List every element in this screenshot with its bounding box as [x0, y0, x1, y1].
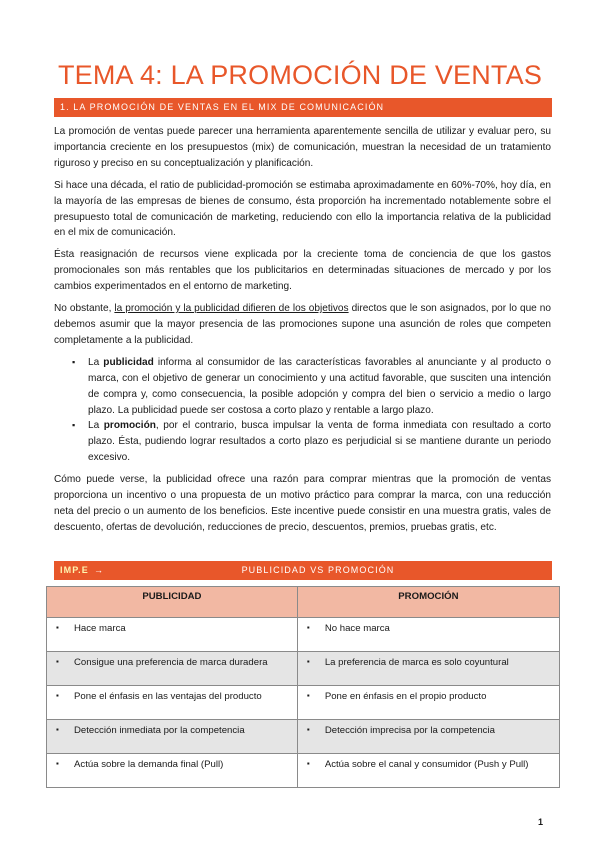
bullet-text: , por el contrario, busca impulsar la venta de forma inmediata con resultado a corto plazo. Ésta, pudiendo lograr resultados a corto plazo es perjudicial si se mantiene durante un periodo excesivo. — [88, 420, 551, 464]
square-bullet-icon: ▪ — [56, 623, 59, 632]
arrow-right-icon: → — [94, 565, 105, 575]
table-cell — [47, 754, 298, 788]
paragraph-1: La promoción de ventas puede parecer una herramienta aparentemente sencilla de utilizar y evaluar pero, su importancia creciente en los presupuestos (mix) de comunicación, muestran la necesidad de un tratamiento riguroso y preciso en su conceptualización y planificación. — [54, 126, 551, 169]
page-number: 1 — [538, 817, 544, 827]
comparison-table — [46, 586, 560, 788]
square-bullet-icon: ▪ — [56, 725, 59, 734]
comparison-heading-title: PUBLICIDAD VS PROMOCIÓN — [241, 565, 395, 575]
bullet-pre: La — [88, 356, 104, 368]
comparison-heading-bar — [54, 561, 552, 580]
table-row — [47, 686, 560, 720]
square-bullet-icon: ▪ — [56, 691, 59, 700]
table-cell — [297, 618, 559, 652]
paragraph-5: Cómo puede verse, la publicidad ofrece una razón para comprar mientras que la promoción de ventas proporciona un incentivo o una propuesta de un motivo práctico para comprar la marca, con una reducción neta del precio o un aumento de los beneficios. Este incentive puede consistir en una muestra gratis, vales de descuento, ofertas de devolución, reducciones de precio, descuentos, premios, pruebas gratis, etc. — [54, 474, 551, 533]
section-heading-bar — [54, 98, 552, 117]
table-cell — [297, 686, 559, 720]
square-bullet-icon: ▪ — [72, 420, 76, 431]
cell-text: Actúa sobre el canal y consumidor (Push y Pull) — [324, 759, 529, 770]
cell-text: Consigue una preferencia de marca duradera — [74, 657, 268, 668]
square-bullet-icon: ▪ — [306, 725, 310, 734]
square-bullet-icon: ▪ — [306, 623, 310, 632]
table-cell — [297, 652, 559, 686]
paragraph-2: Si hace una década, el ratio de publicidad-promoción se estimaba aproximadamente en 60%-70%, hoy día, en la mayoría de las empresas de bienes de consumo, ésta proporción ha incrementado notablemente sobre el presupuesto total de comunicación de marketing, reduciendo con ello la importancia relativa de la publicidad en el mix de comunicación. — [54, 179, 551, 239]
table-cell — [47, 618, 298, 652]
cell-text: La preferencia de marca es solo coyuntural — [324, 657, 509, 668]
table-row — [47, 618, 560, 652]
page-title: TEMA 4: LA PROMOCIÓN DE VENTAS — [57, 60, 543, 90]
table-cell — [47, 686, 298, 720]
important-tag: IMP.E — [60, 565, 89, 575]
square-bullet-icon: ▪ — [72, 356, 76, 367]
paragraph-4-underlined: la promoción y la publicidad difieren de los objetivos — [114, 303, 349, 315]
bullet-bold-term: promoción — [103, 420, 156, 432]
column-header-promocion: PROMOCIÓN — [297, 587, 559, 618]
cell-text: Detección imprecisa por la competencia — [324, 725, 495, 736]
bullet-pre: La — [88, 420, 104, 432]
table-header-row — [47, 587, 560, 618]
table-cell — [47, 720, 298, 754]
cell-text: Hace marca — [74, 623, 126, 634]
cell-text: Detección inmediata por la competencia — [74, 725, 245, 736]
column-header-publicidad: PUBLICIDAD — [47, 587, 298, 618]
bullet-item-publicidad — [72, 355, 551, 419]
paragraph-4-lead: No obstante, — [54, 303, 115, 315]
table-row — [47, 754, 560, 788]
square-bullet-icon: ▪ — [56, 759, 59, 768]
cell-text: Pone en énfasis en el propio producto — [324, 691, 487, 702]
cell-text: No hace marca — [324, 623, 390, 634]
section-heading-label: 1. LA PROMOCIÓN DE VENTAS EN EL MIX DE COMUNICACIÓN — [60, 102, 385, 112]
paragraph-4 — [54, 301, 551, 349]
square-bullet-icon: ▪ — [306, 759, 310, 768]
square-bullet-icon: ▪ — [306, 657, 310, 666]
table-cell — [47, 652, 298, 686]
square-bullet-icon: ▪ — [306, 691, 310, 700]
bullet-list — [54, 355, 551, 466]
bullet-bold-term: publicidad — [103, 356, 154, 368]
cell-text: Pone el énfasis en las ventajas del producto — [74, 691, 262, 702]
bullet-text: informa al consumidor de las características favorables al anunciante y al producto o marca, con el objetivo de generar un conocimiento y una actitud favorable, que susciten una intención de compra y, como consecuencia, la posible adopción y compra del bien o servicio a medio o largo plazo. La publicidad puede ser costosa a corto plazo y rentable a largo plazo. — [88, 356, 551, 416]
square-bullet-icon: ▪ — [56, 657, 59, 666]
bullet-item-promocion — [72, 418, 551, 466]
table-cell — [297, 720, 559, 754]
table-cell — [297, 754, 559, 788]
table-row — [47, 652, 560, 686]
cell-text: Actúa sobre la demanda final (Pull) — [74, 759, 224, 770]
paragraph-4-rest: directos que le son asignados, por lo que no debemos asumir que la mayor presencia de las promociones supone una asunción de roles que competen completamente a la publicidad. — [54, 303, 552, 346]
body-content — [54, 124, 551, 542]
table-row — [47, 720, 560, 754]
paragraph-3: Ésta reasignación de recursos viene explicada por la creciente toma de conciencia de que los gastos promocionales son más rentables que los publicitarios en determinadas situaciones de mercado y por los cambios experimentados en el entorno de marketing. — [54, 249, 551, 293]
